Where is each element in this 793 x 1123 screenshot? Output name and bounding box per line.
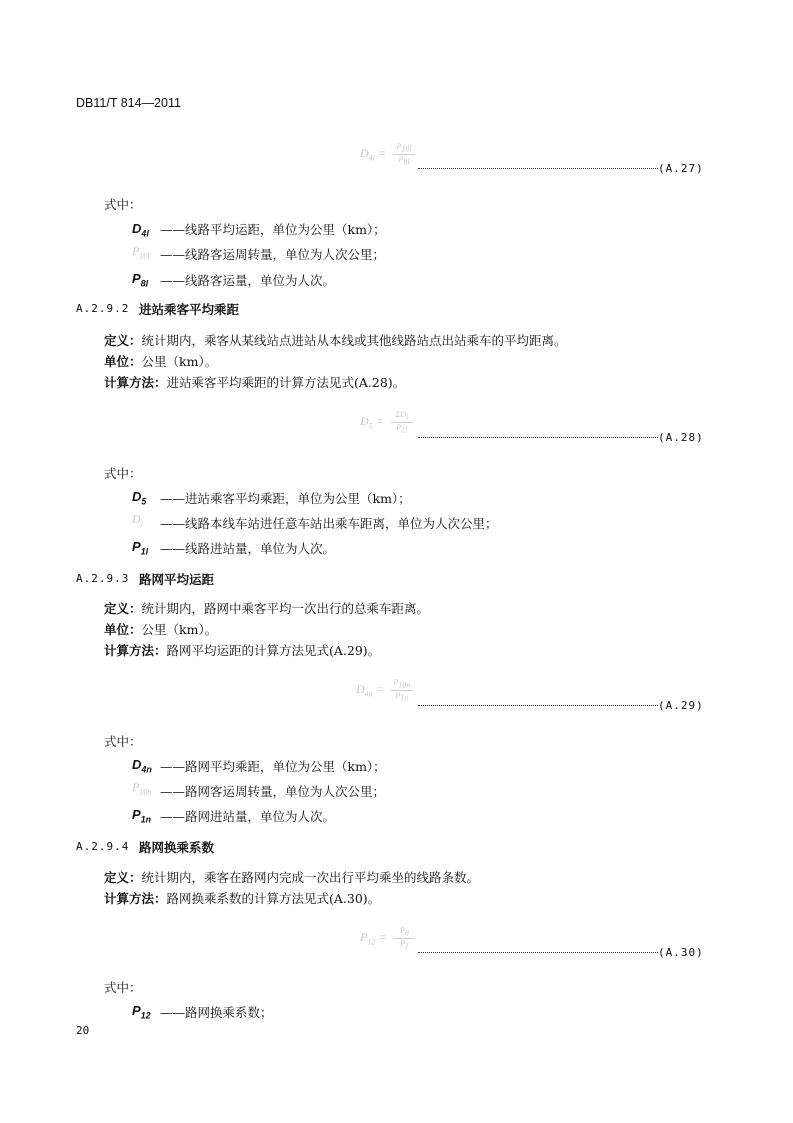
page-number: 20: [76, 1024, 90, 1037]
method: 计算方法：路网换乘系数的计算方法见式(A.30)。: [104, 891, 381, 906]
eq30-number: (A.30): [658, 946, 704, 959]
eq29-lhs: $D_{4n}$: [356, 681, 373, 699]
eq28-lhs: $D_5$: [360, 413, 373, 431]
equation-a27: $D_{4l}$ = $\frac{P_{10l}}{P_{8l}}$: [360, 142, 415, 166]
section-title: 路网平均运距: [139, 573, 215, 587]
where-text: ——路网平均乘距，单位为公里（km）；: [160, 759, 386, 774]
eq28-fraction: $\frac{\Sigma D_i}{P_{1l}}$: [391, 410, 413, 434]
eq30-lhs: $P_{12}$: [360, 929, 376, 947]
where-row: $P_{12}$: [132, 1003, 151, 1021]
equation-a30: $P_{12}$ = $\frac{P_8}{P_1}$: [360, 926, 415, 950]
leader-dots: [418, 437, 658, 438]
where-text: ——线路本线车站进任意车站出乘车距离，单位为人次公里；: [160, 516, 498, 531]
section-number: A.2.9.2: [76, 302, 130, 315]
eq28-number: (A.28): [658, 431, 704, 444]
definition: 定义：统计期内，乘客在路网内完成一次出行平均乘坐的线路条数。: [104, 870, 480, 885]
eq30-fraction: $\frac{P_8}{P_1}$: [393, 926, 415, 950]
section-number: A.2.9.3: [76, 572, 130, 585]
leader-dots: [418, 168, 658, 169]
method: 计算方法：路网平均运距的计算方法见式(A.29)。: [104, 643, 381, 658]
definition: 定义：统计期内，乘客从某线站点进站从本线或其他线路站点出站乘车的平均距离。: [104, 333, 567, 348]
equation-a29: $D_{4n}$ = $\frac{P_{10n}}{P_{1n}}$: [356, 678, 413, 702]
where-row: $D_{4n}$: [132, 757, 152, 775]
where-text: ——线路平均运距，单位为公里（km）；: [160, 222, 386, 237]
where-text: ——线路客运量，单位为人次。: [160, 273, 336, 288]
where-text: ——线路进站量，单位为人次。: [160, 541, 336, 556]
where-label: 式中：: [104, 197, 142, 212]
section-title: 进站乘客平均乘距: [139, 303, 240, 317]
eq29-number: (A.29): [658, 699, 704, 712]
section-title: 路网换乘系数: [139, 841, 215, 855]
where-row: $P_{1l}$: [132, 539, 149, 557]
where-row: $D_{4l}$: [132, 221, 149, 239]
where-row: $D_i$: [132, 512, 143, 529]
eq29-fraction: $\frac{P_{10n}}{P_{1n}}$: [391, 678, 413, 702]
section-number: A.2.9.4: [76, 840, 130, 853]
eq27-fraction: $\frac{P_{10l}}{P_{8l}}$: [393, 142, 415, 166]
standard-code: DB11/T 814—2011: [76, 96, 181, 110]
unit: 单位：公里（km）。: [104, 622, 218, 637]
where-row: $P_{10l}$: [132, 244, 150, 261]
where-row: $D_5$: [132, 489, 147, 507]
leader-dots: [418, 952, 658, 953]
where-row: $P_{8l}$: [132, 271, 149, 289]
eq27-number: (A.27): [658, 162, 704, 175]
where-text: ——路网进站量，单位为人次。: [160, 809, 336, 824]
eq27-lhs: $D_{4l}$: [360, 145, 375, 163]
where-row: $P_{1n}$: [132, 807, 152, 825]
where-row: $P_{10n}$: [132, 780, 152, 797]
where-text: ——路网换乘系数；: [160, 1005, 273, 1020]
where-text: ——线路客运周转量，单位为人次公里；: [160, 247, 386, 262]
where-text: ——路网客运周转量，单位为人次公里；: [160, 784, 386, 799]
where-text: ——进站乘客平均乘距，单位为公里（km）；: [160, 491, 411, 506]
unit: 单位：公里（km）。: [104, 354, 218, 369]
where-label: 式中：: [104, 734, 142, 749]
definition: 定义：统计期内，路网中乘客平均一次出行的总乘车距离。: [104, 601, 430, 616]
leader-dots: [418, 705, 658, 706]
equation-a28: $D_5$ = $\frac{\Sigma D_i}{P_{1l}}$: [360, 410, 413, 434]
where-label: 式中：: [104, 980, 142, 995]
method: 计算方法：进站乘客平均乘距的计算方法见式(A.28)。: [104, 375, 406, 390]
where-label: 式中：: [104, 466, 142, 481]
